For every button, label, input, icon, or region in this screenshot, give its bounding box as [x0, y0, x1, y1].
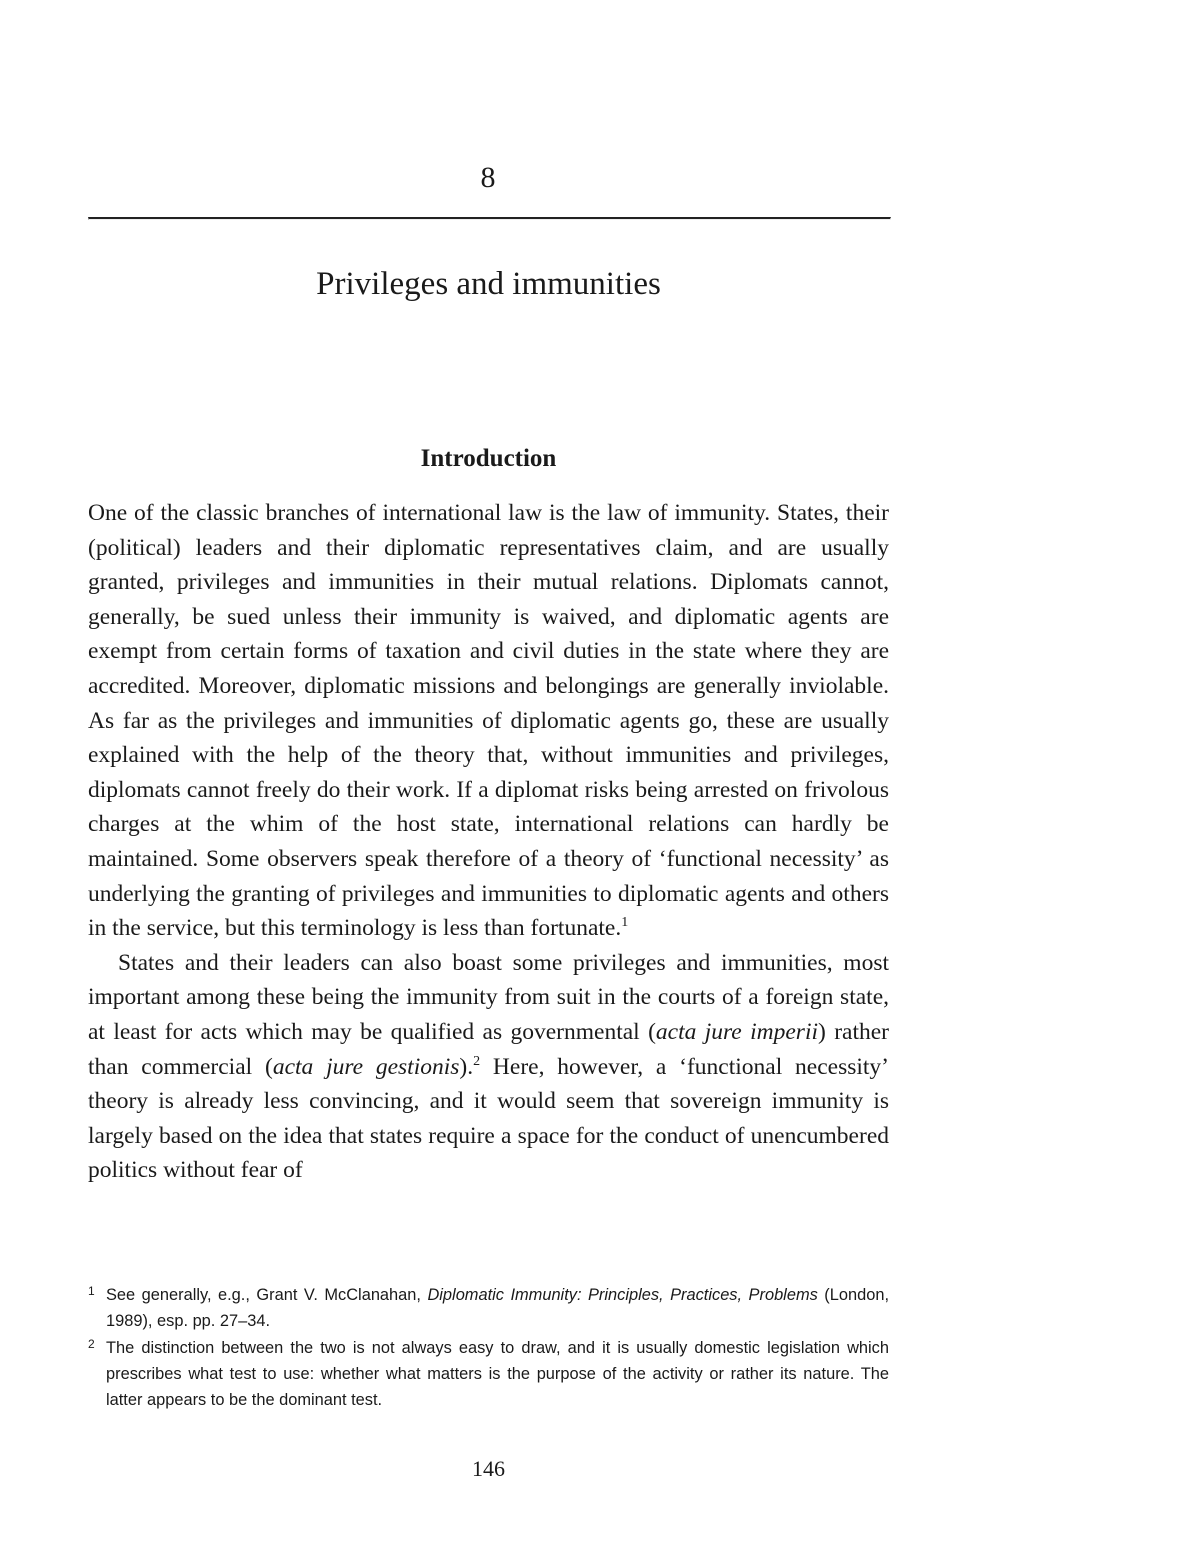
- paragraph-2-part4: Here, however, a ‘functional necessity’ theory is already less convincing, and it would seem that sovereign immunity is largely based on the idea that states require a space for the conduct of unencumbered politics without fear of: [88, 1053, 889, 1184]
- paragraph-1-text: One of the classic branches of international law is the law of immunity. States, their (political) leaders and their diplomatic representatives claim, and are usually granted, privileges and immunities in their mutual relations. Diplomats cannot, generally, be sued unless their immunity is waived, and diplomatic agents are exempt from certain forms of taxation and civil duties in the state where they are accredited. Moreover, diplomatic missions and belongings are generally inviolable. As far as the privileges and immunities of diplomatic agents go, these are usually explained with the help of the theory that, without immunities and privileges, diplomats cannot freely do their work. If a diplomat risks being arrested on frivolous charges at the whim of the host state, international relations can hardly be maintained. Some observers speak therefore of a theory of ‘functional necessity’ as underlying the granting of privileges and immunities to diplomatic agents and others in the service, but this terminology is less than fortunate.: [88, 500, 889, 942]
- chapter-number: 8: [480, 161, 496, 194]
- section-heading: Introduction: [420, 445, 557, 472]
- footnotes: [88, 1282, 889, 1414]
- footnote-1: [88, 1282, 889, 1334]
- footnote-ref-1: 1: [621, 915, 629, 931]
- footnote-1-mark: 1: [88, 1284, 95, 1298]
- footnote-2-mark: 2: [88, 1337, 95, 1351]
- paragraph-2: [88, 946, 889, 1188]
- latin-term-gestionis: acta jure gestionis: [272, 1053, 460, 1080]
- body-text: [88, 496, 889, 1188]
- footnote-2-text: The distinction between the two is not always easy to draw, and it is usually domestic legislation which prescribes what test to use: whether what matters is the purpose of the activity or rather its nature. The latter appears to be the dominant test.: [106, 1339, 889, 1409]
- paragraph-1: [88, 496, 889, 946]
- paragraph-2-part3: ).: [459, 1053, 474, 1080]
- footnote-2: [88, 1335, 889, 1413]
- paragraph-2-part1: States and their leaders can also boast some privileges and immunities, most important among these being the immunity from suit in the courts of a foreign state, at least for acts which may be qualified as governmental (: [88, 949, 889, 1045]
- footnote-ref-2: 2: [473, 1053, 481, 1069]
- chapter-divider: [88, 217, 891, 220]
- footnote-1-suffix: (London, 1989), esp. pp. 27–34.: [106, 1286, 890, 1330]
- chapter-title: Privileges and immunities: [316, 266, 661, 302]
- footnote-1-book-title: Diplomatic Immunity: Principles, Practices, Problems: [427, 1286, 818, 1304]
- paragraph-2-part2: ) rather than commercial (: [88, 1018, 889, 1080]
- footnote-1-prefix: See generally, e.g., Grant V. McClanahan,: [106, 1286, 428, 1304]
- latin-term-imperii: acta jure imperii: [655, 1018, 818, 1045]
- page-number: 146: [472, 1456, 505, 1481]
